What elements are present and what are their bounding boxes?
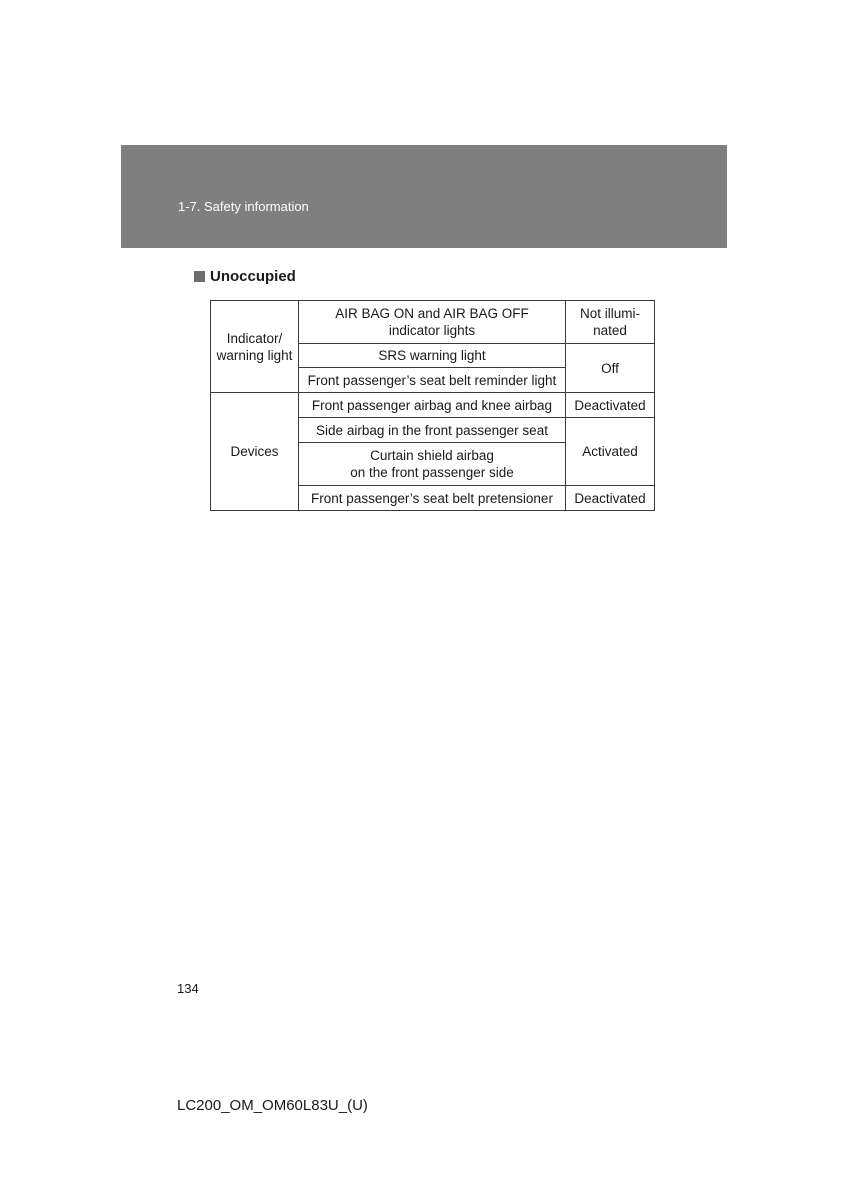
item-cell: Front passenger’s seat belt pretensioner xyxy=(299,486,566,511)
state-cell: Deactivated xyxy=(566,486,655,511)
group-label-devices: Devices xyxy=(211,393,299,511)
item-cell: Side airbag in the front passenger seat xyxy=(299,418,566,443)
item-cell: AIR BAG ON and AIR BAG OFF indicator lights xyxy=(299,301,566,344)
document-code: LC200_OM_OM60L83U_(U) xyxy=(177,1097,368,1114)
status-table xyxy=(210,300,655,511)
state-cell: Activated xyxy=(566,418,655,486)
state-cell: Not illumi- nated xyxy=(566,301,655,344)
table-row xyxy=(211,301,655,344)
section-header-band xyxy=(121,145,727,248)
item-cell: Front passenger airbag and knee airbag xyxy=(299,393,566,418)
subheading xyxy=(194,268,296,285)
item-cell: Curtain shield airbag on the front passenger side xyxy=(299,443,566,486)
item-cell: Front passenger’s seat belt reminder light xyxy=(299,368,566,393)
section-title: 1-7. Safety information xyxy=(178,199,309,214)
group-label-indicator: Indicator/ warning light xyxy=(211,301,299,393)
page-number: 134 xyxy=(177,981,199,996)
table-row xyxy=(211,393,655,418)
state-cell: Off xyxy=(566,344,655,393)
square-bullet-icon xyxy=(194,271,205,282)
state-cell: Deactivated xyxy=(566,393,655,418)
subheading-text: Unoccupied xyxy=(210,268,296,285)
item-cell: SRS warning light xyxy=(299,344,566,368)
